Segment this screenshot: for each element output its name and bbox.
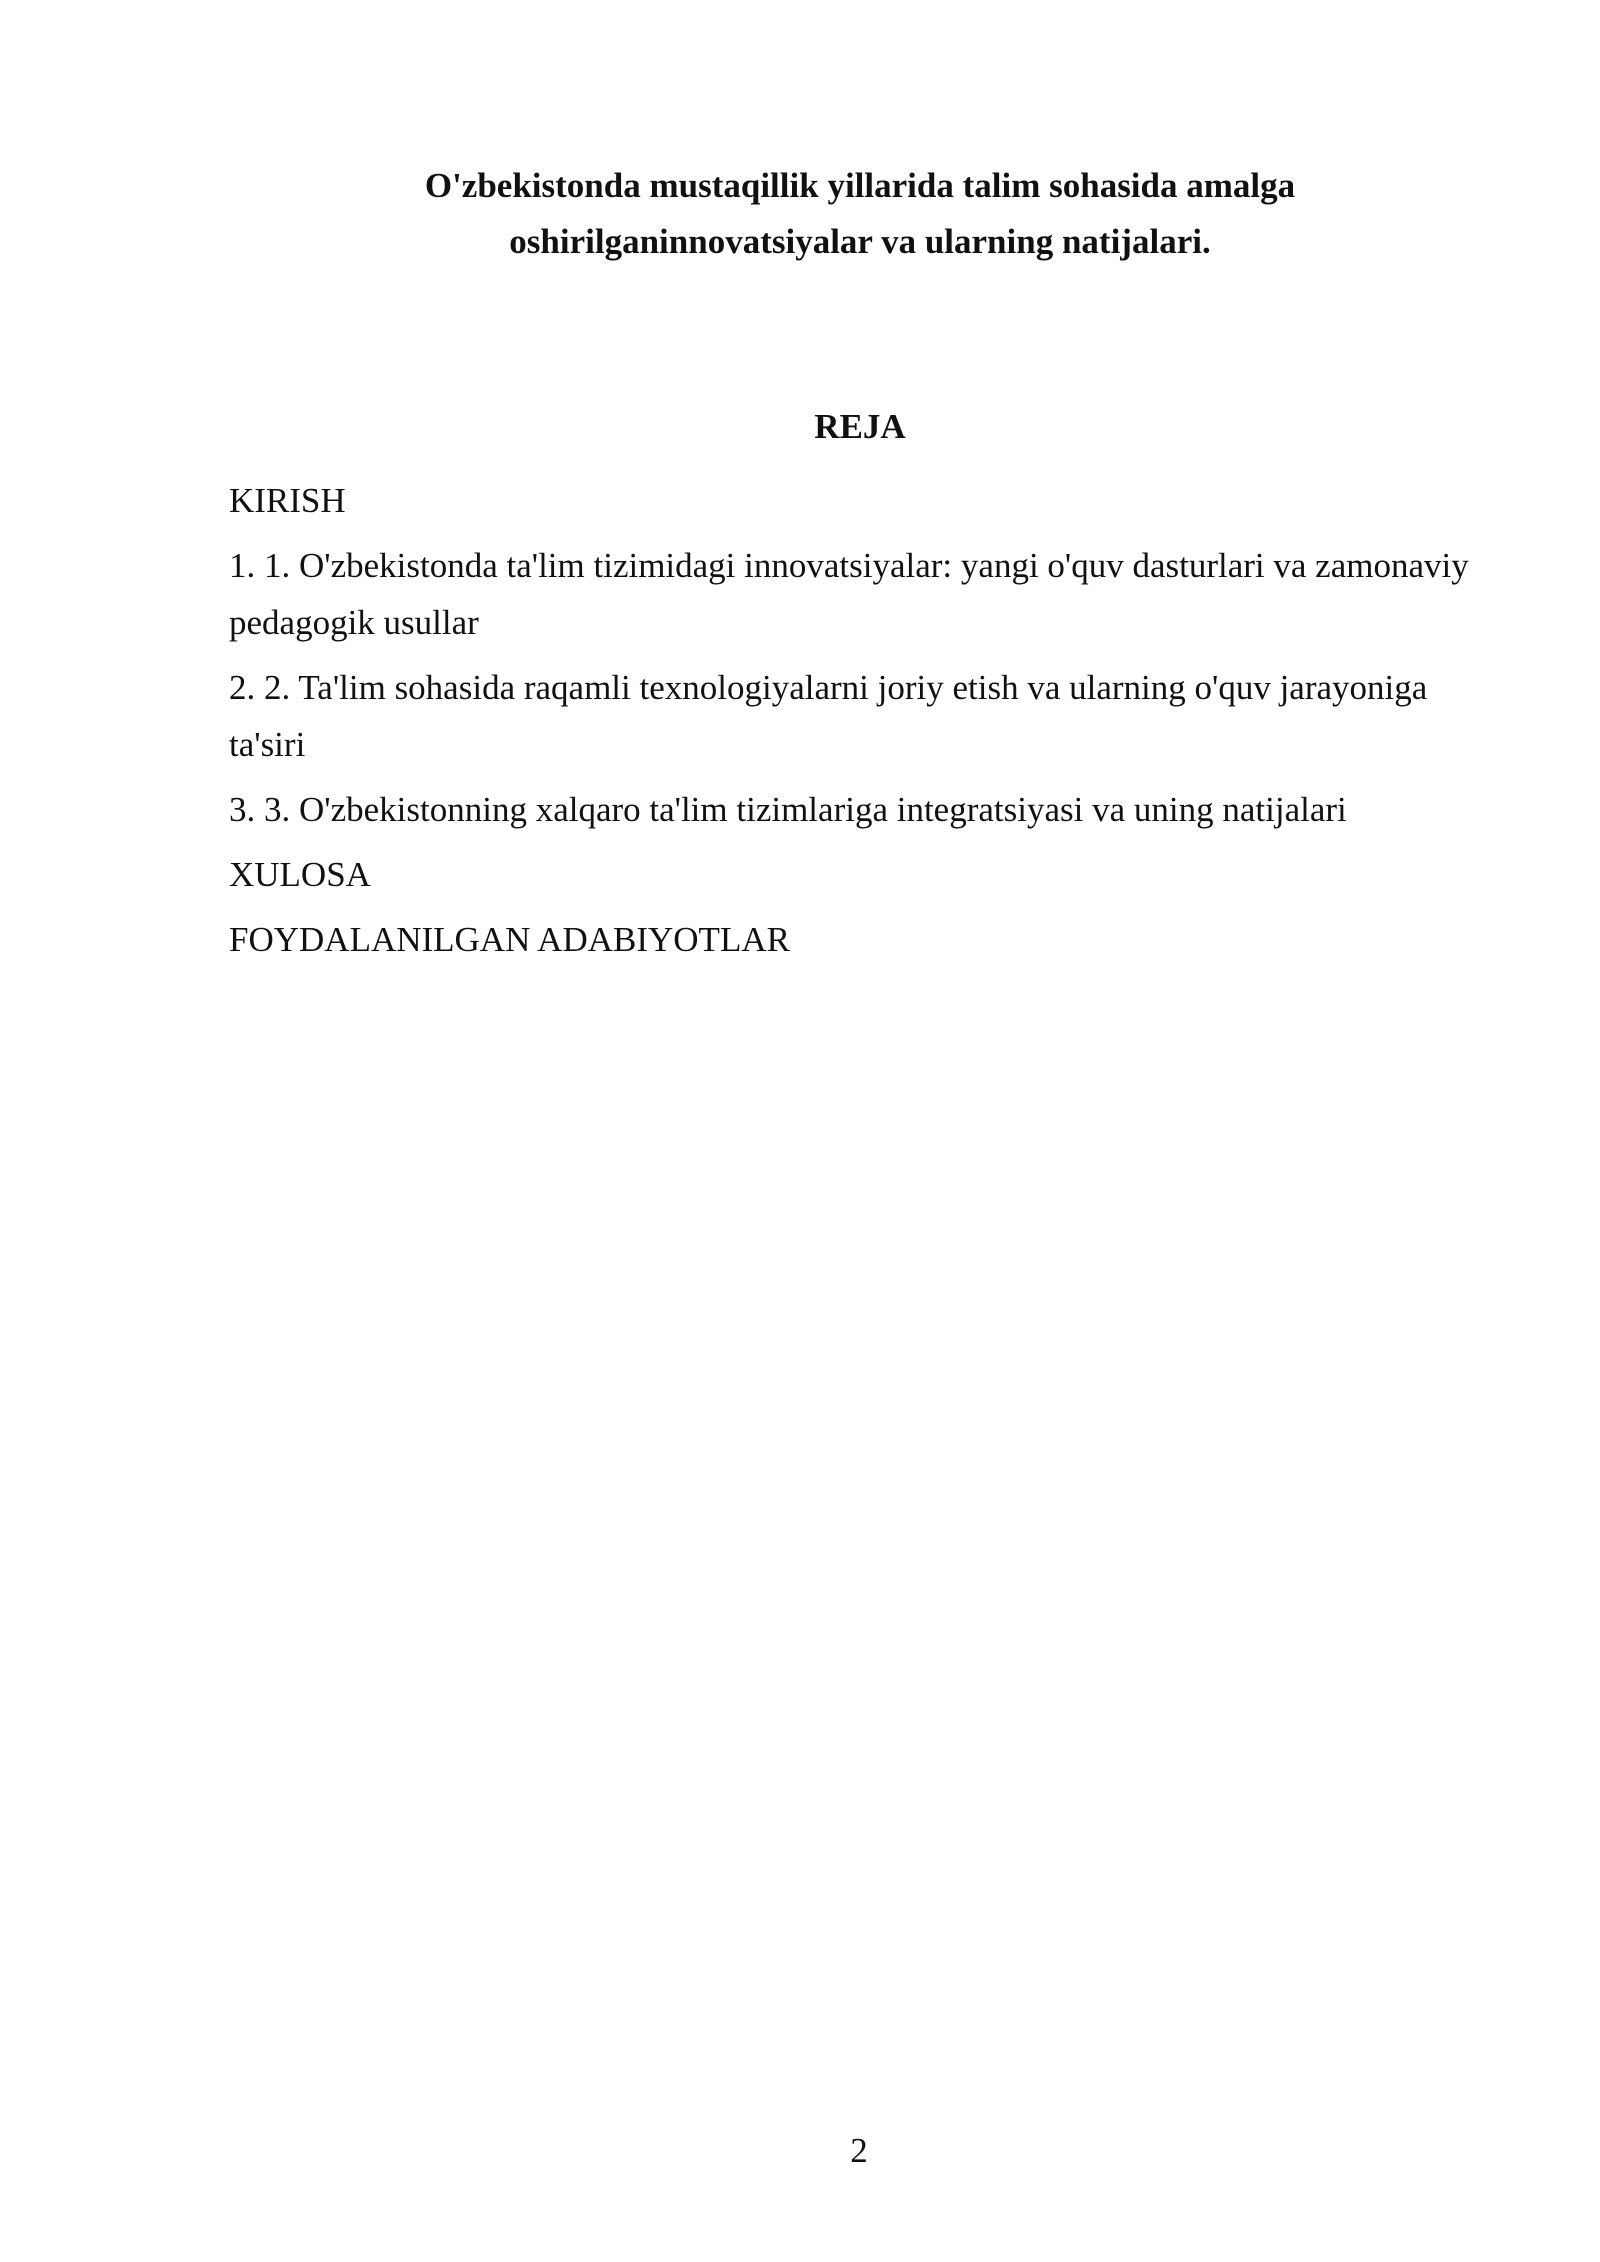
plan-item-section-1: 1. 1. O'zbekistonda ta'lim tizimidagi innovatsiyalar: yangi o'quv dasturlari va zamonaviy pedagogik usullar	[229, 546, 1469, 642]
plan-list	[229, 472, 1479, 976]
plan-item-conclusion: XULOSA	[229, 855, 371, 894]
plan-item-references: FOYDALANILGAN ADABIYOTLAR	[229, 920, 790, 959]
document-title-line-1: O'zbekistonda mustaqillik yillarida talim sohasida amalga	[424, 166, 1296, 205]
document-title-line-2: oshirilganinnovatsiyalar va ularning natijalari.	[509, 222, 1211, 261]
plan-item-section-3: 3. 3. O'zbekistonning xalqaro ta'lim tizimlariga integratsiyasi va uning natijalari	[229, 790, 1347, 829]
page-number: 2	[850, 2131, 868, 2170]
plan-item-introduction: KIRISH	[229, 481, 346, 520]
plan-heading: REJA	[814, 407, 906, 446]
document-title	[330, 158, 1390, 270]
plan-item-section-2: 2. 2. Ta'lim sohasida raqamli texnologiyalarni joriy etish va ularning o'quv jarayoniga ta'siri	[229, 668, 1428, 764]
